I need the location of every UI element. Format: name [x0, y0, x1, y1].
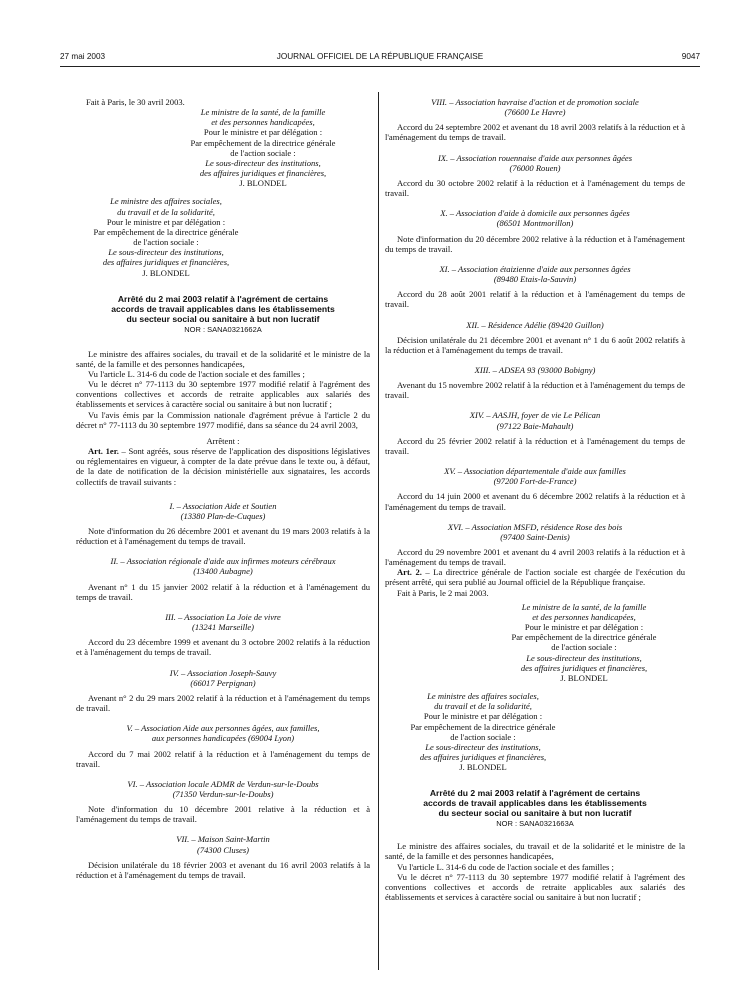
fait-line: Fait à Paris, le 2 mai 2003.: [397, 587, 489, 598]
agreement-association: VI. – Association locale ADMR de Verdun-sur-le-Doubs: [127, 778, 319, 789]
agreement-item: [385, 153, 685, 199]
agreement-location: (71350 Verdun-sur-le-Doubs): [172, 788, 274, 799]
agreement-description: Accord du 7 mai 2002 relatif à la réduction et à l'aménagement du temps de travail.: [76, 748, 370, 769]
agreement-description: Accord du 28 août 2001 relatif à la réduction et à l'aménagement du temps de travail.: [385, 289, 685, 310]
preamble-paragraph: Vu l'avis émis par la Commission nationale d'agrément prévue à l'article 2 du décret n° 77-1113 du 30 septembre 1977 modifié, dans sa séance du 24 avril 2003,: [76, 409, 370, 430]
sig-line: des affaires juridiques et financières,: [102, 257, 230, 268]
nor-reference: NOR : SANA0321662A: [184, 324, 262, 334]
sig-line: Le ministre des affaires sociales,: [427, 691, 539, 702]
agreement-location: (13241 Marseille): [192, 622, 254, 633]
sig-line: Le sous-directeur des institutions,: [526, 652, 642, 663]
agreement-description: Accord du 25 février 2002 relatif à la réduction et à l'aménagement du temps de travail.: [385, 435, 685, 456]
signature-block-sante: [483, 602, 685, 683]
sig-line: de l'action sociale :: [230, 147, 296, 158]
decree-title: [76, 294, 370, 324]
agreement-description: Note d'information du 10 décembre 2001 relative à la réduction et à l'aménagement du temps de travail.: [76, 804, 370, 825]
agreement-item: [385, 410, 685, 456]
agreement-description: Avenant du 15 novembre 2002 relatif à la réduction et à l'aménagement du temps de travail.: [385, 380, 685, 401]
article-text: – La directrice générale de l'action sociale est chargée de l'exécution du présent arrêté, qui sera publié au Journal officiel de la République française.: [385, 567, 685, 588]
title-line: du secteur social ou sanitaire à but non lucratif: [438, 808, 632, 819]
signature-block-affaires-sociales: [76, 196, 256, 277]
agreement-item: [76, 612, 370, 658]
agreement-location: (66017 Perpignan): [190, 677, 256, 688]
sig-line: du travail et de la solidarité,: [117, 206, 215, 217]
agreement-association: VII. – Maison Saint-Martin: [176, 834, 270, 845]
agreement-item: [385, 466, 685, 512]
sig-line: de l'action sociale :: [133, 237, 199, 248]
sig-line: Pour le ministre et par délégation :: [106, 216, 226, 227]
preamble-paragraph: Vu l'article L. 314-6 du code de l'action sociale et des familles ;: [88, 368, 305, 379]
title-line: Arrêté du 2 mai 2003 relatif à l'agrément de certains: [429, 788, 641, 799]
agreement-item: [76, 556, 370, 602]
agreement-association: XII. – Résidence Adélie (89420 Guillon): [466, 319, 604, 330]
agreement-description: Note d'information du 20 décembre 2002 relative à la réduction et à l'aménagement du temps de travail.: [385, 233, 685, 254]
agreement-location: (74300 Cluses): [197, 844, 249, 855]
agreement-location: (97122 Baie-Mahault): [496, 420, 574, 431]
sig-line: Par empêchement de la directrice générale: [410, 721, 556, 732]
preamble-paragraph: Le ministre des affaires sociales, du travail et de la solidarité et le ministre de la santé, de la famille et des personnes handicapées,: [385, 841, 685, 862]
agreement-location: (76000 Rouen): [509, 162, 561, 173]
preamble-paragraph: Le ministre des affaires sociales, du travail et de la solidarité et le ministre de la santé, de la famille et des personnes handicapées,: [76, 348, 370, 369]
article-label: Art. 2.: [397, 567, 422, 578]
agreement-item: [385, 264, 685, 310]
preamble-paragraph: Vu le décret n° 77-1113 du 30 septembre 1977 modifié relatif à l'agrément des conventions collectives et accords de retraite applicables aux salariés des établissements et services à caractère social ou sanitaire à but non lucratif ;: [385, 871, 685, 903]
agreement-association: V. – Association Aide aux personnes âgées, aux familles,: [126, 723, 320, 734]
fait-line: Fait à Paris, le 30 avril 2003.: [86, 97, 185, 107]
sig-line: Le sous-directeur des institutions,: [205, 157, 321, 168]
agreement-location: aux personnes handicapées (69004 Lyon): [151, 733, 295, 744]
agreement-item: [385, 522, 685, 568]
agreement-association: IV. – Association Joseph-Sauvy: [169, 667, 277, 678]
agreement-association: XI. – Association étaizienne d'aide aux personnes âgées: [439, 263, 631, 274]
agreement-association: II. – Association régionale d'aide aux infirmes moteurs cérébraux: [110, 556, 336, 567]
decree-title: [385, 788, 685, 818]
sig-line: et des personnes handicapées,: [532, 611, 636, 622]
agreement-item: [385, 97, 685, 143]
agreement-item: [385, 320, 685, 355]
header-date: 27 mai 2003: [60, 52, 106, 61]
agreement-description: Accord du 23 décembre 1999 et avenant du 3 octobre 2002 relatifs à la réduction et à l'aménagement du temps de travail.: [76, 637, 370, 658]
arretent-heading: Arrêtent :: [206, 435, 240, 446]
agreement-description: Décision unilatérale du 18 février 2003 et avenant du 16 avril 2003 relatifs à la réduction et à l'aménagement du temps de travail.: [76, 859, 370, 880]
article-label: Art. 1er.: [88, 446, 119, 457]
left-column: [76, 97, 370, 880]
sig-line: Par empêchement de la directrice générale: [93, 226, 239, 237]
agreement-association: XIII. – ADSEA 93 (93000 Bobigny): [474, 364, 596, 375]
signatory-name: J. BLONDEL: [239, 178, 287, 189]
agreement-association: XV. – Association départementale d'aide aux familles: [444, 466, 626, 477]
sig-line: des affaires juridiques et financières,: [419, 751, 547, 762]
sig-line: Le sous-directeur des institutions,: [425, 741, 541, 752]
article-text: – Sont agréés, sous réserve de l'application des dispositions législatives ou réglementaires en vigueur, à compter de la date prévue dans le texte ou, à défaut, de la date de notification de la décision ministérielle aux signataires, les accords collectifs de travail suivants :: [76, 446, 370, 487]
agreement-association: XVI. – Association MSFD, résidence Rose des bois: [447, 521, 623, 532]
article-1: [76, 446, 370, 487]
signatory-name: J. BLONDEL: [560, 672, 608, 683]
agreement-item: [385, 365, 685, 400]
agreement-location: (97200 Fort-de-France): [493, 476, 577, 487]
agreement-list: [385, 97, 685, 567]
agreement-location: (13380 Plan-de-Cuques): [180, 510, 266, 521]
title-line: accords de travail applicables dans les établissements: [423, 798, 647, 809]
signatory-name: J. BLONDEL: [459, 762, 507, 773]
preamble-paragraph: Vu l'article L. 314-6 du code de l'action sociale et des familles ;: [397, 861, 614, 872]
agreement-item: [385, 208, 685, 254]
sig-line: de l'action sociale :: [551, 642, 617, 653]
agreement-item: [76, 501, 370, 547]
right-column: [385, 97, 685, 902]
agreement-item: [76, 779, 370, 825]
agreement-item: [76, 668, 370, 714]
agreement-description: Note d'information du 26 décembre 2001 et avenant du 19 mars 2003 relatifs à la réduction et à l'aménagement du temps de travail.: [76, 526, 370, 547]
sig-line: des affaires juridiques et financières,: [520, 662, 648, 673]
sig-line: du travail et de la solidarité,: [434, 701, 532, 712]
agreement-association: I. – Association Aide et Soutien: [169, 500, 277, 511]
agreement-location: (86501 Montmorillon): [496, 218, 574, 229]
title-line: accords de travail applicables dans les établissements: [111, 303, 335, 314]
agreement-association: IX. – Association rouennaise d'aide aux personnes âgées: [437, 152, 633, 163]
sig-line: et des personnes handicapées,: [211, 117, 315, 128]
agreement-association: XIV. – AASJH, foyer de vie Le Pélican: [469, 410, 601, 421]
header-rule: [60, 66, 700, 67]
agreement-description: Accord du 24 septembre 2002 et avenant du 18 avril 2003 relatifs à la réduction et à l'aménagement du temps de travail.: [385, 122, 685, 143]
nor-reference: NOR : SANA0321663A: [496, 819, 574, 829]
sig-line: Le sous-directeur des institutions,: [108, 247, 224, 258]
agreement-item: [76, 723, 370, 769]
agreement-association: VIII. – Association havraise d'action et de promotion sociale: [431, 97, 639, 107]
agreement-location: (13400 Aubagne): [193, 566, 253, 577]
agreement-description: Avenant n° 1 du 15 janvier 2002 relatif à la réduction et à l'aménagement du temps de travail.: [76, 581, 370, 602]
agreement-item: [76, 834, 370, 880]
agreement-location: (89480 Etais-la-Sauvin): [493, 274, 577, 285]
sig-line: Pour le ministre et par délégation :: [423, 711, 543, 722]
sig-line: Par empêchement de la directrice générale: [190, 137, 336, 148]
sig-line: Pour le ministre et par délégation :: [524, 622, 644, 633]
sig-line: des affaires juridiques et financières,: [199, 168, 327, 179]
sig-line: Par empêchement de la directrice générale: [511, 632, 657, 643]
signature-block-affaires-sociales: [389, 691, 577, 772]
sig-line: Le ministre de la santé, de la famille: [200, 107, 326, 118]
header-journal-title: JOURNAL OFFICIEL DE LA RÉPUBLIQUE FRANÇAISE: [276, 52, 484, 61]
agreement-list: [76, 501, 370, 880]
sig-line: Pour le ministre et par délégation :: [203, 127, 323, 138]
column-divider: [378, 92, 379, 970]
preamble-paragraph: Vu le décret n° 77-1113 du 30 septembre 1977 modifié relatif à l'agrément des conventions collectives et accords de retraite applicables aux salariés des établissements et services à caractère social ou sanitaire à but non lucratif ;: [76, 379, 370, 410]
agreement-association: III. – Association La Joie de vivre: [165, 611, 281, 622]
signatory-name: J. BLONDEL: [142, 267, 190, 278]
agreement-location: (76600 Le Havre): [504, 107, 566, 118]
agreement-description: Accord du 14 juin 2000 et avenant du 6 décembre 2002 relatifs à la réduction et à l'aménagement du temps de travail.: [385, 491, 685, 512]
page-header: [60, 52, 700, 64]
agreement-description: Accord du 29 novembre 2001 et avenant du 4 avril 2003 relatifs à la réduction et à l'aménagement du temps de travail.: [385, 547, 685, 568]
agreement-location: (97400 Saint-Denis): [500, 531, 570, 542]
title-line: Arrêté du 2 mai 2003 relatif à l'agrément de certains: [117, 293, 329, 304]
agreement-description: Avenant n° 2 du 29 mars 2002 relatif à la réduction et à l'aménagement du temps de travail.: [76, 692, 370, 714]
agreement-description: Accord du 30 octobre 2002 relatif à la réduction et à l'aménagement du temps de travail.: [385, 177, 685, 199]
sig-line: de l'action sociale :: [450, 731, 516, 742]
signature-block-sante: [156, 107, 370, 188]
article-2: [385, 567, 685, 587]
sig-line: Le ministre des affaires sociales,: [110, 196, 222, 207]
agreement-description: Décision unilatérale du 21 décembre 2001 et avenant n° 1 du 6 août 2002 relatifs à la réduction et à l'aménagement du temps de travail.: [385, 334, 685, 355]
header-page-number: 9047: [681, 52, 700, 61]
title-line: du secteur social ou sanitaire à but non lucratif: [126, 313, 320, 324]
sig-line: Le ministre de la santé, de la famille: [521, 601, 647, 612]
agreement-association: X. – Association d'aide à domicile aux personnes âgées: [440, 208, 630, 219]
